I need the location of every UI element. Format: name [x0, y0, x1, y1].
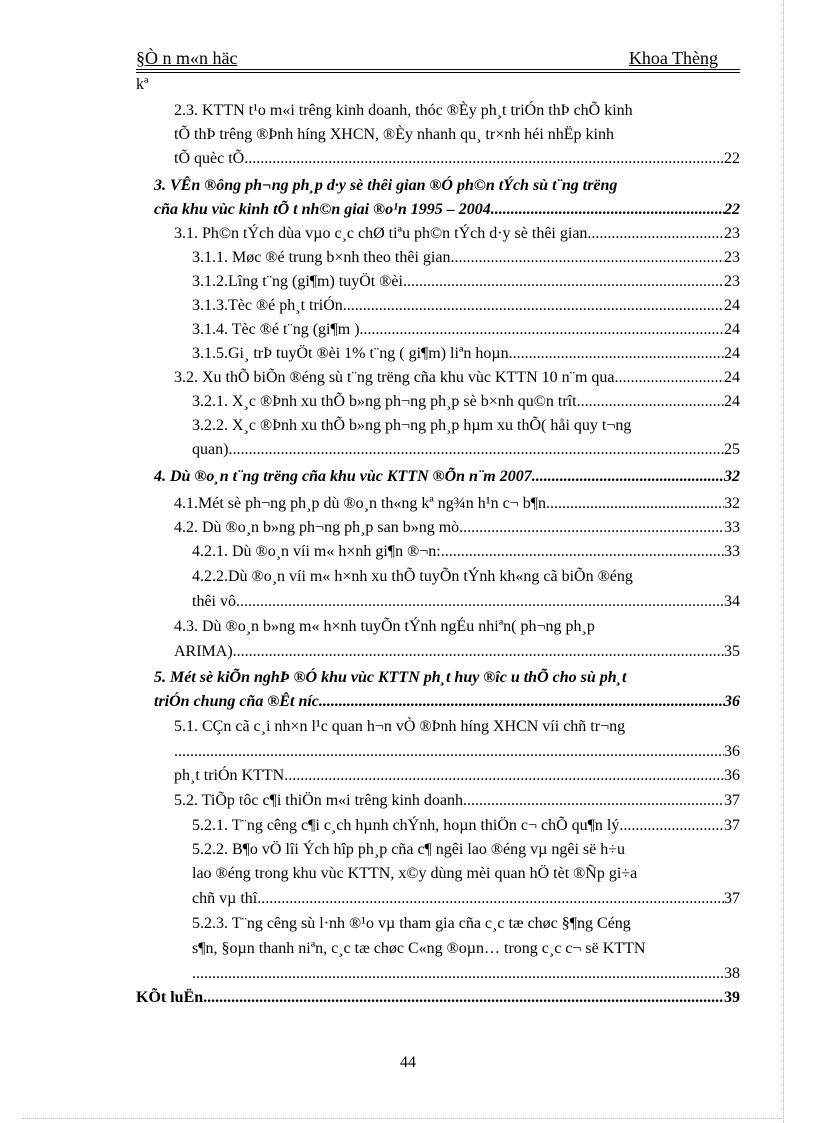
toc-leader	[236, 590, 724, 614]
toc-page-number: 23	[724, 273, 740, 290]
toc-page-number: 23	[724, 249, 740, 266]
toc-entry[interactable]	[154, 198, 740, 222]
toc-leader	[228, 438, 724, 462]
toc-leader	[257, 887, 724, 911]
toc-text: lao ®éng trong khu vùc KTTN, x©y dùng mèi quan hÖ tèt ®Ñp gi÷a	[192, 865, 638, 882]
toc-text: 4.2. Dù ®o¸n b»ng ph¬ng ph¸p san b»ng mò	[174, 519, 460, 536]
page-number: 44	[400, 1054, 416, 1071]
toc-entry[interactable]	[192, 270, 740, 294]
toc-line	[192, 838, 744, 862]
toc-leader	[403, 270, 724, 294]
header-rule-bottom	[136, 72, 740, 73]
toc-line	[154, 666, 744, 690]
toc-page-number: 36	[724, 767, 740, 784]
toc-leader	[577, 390, 724, 414]
toc-text: ARIMA)	[174, 643, 233, 660]
toc-entry[interactable]	[192, 814, 740, 838]
toc-text: KÕt luËn	[136, 989, 204, 1006]
toc-page-number: 22	[724, 201, 740, 218]
toc-entry[interactable]	[192, 962, 740, 986]
toc-entry[interactable]	[192, 342, 740, 366]
toc-entry[interactable]	[192, 540, 740, 564]
toc-entry[interactable]	[154, 690, 740, 714]
toc-line	[192, 414, 744, 438]
toc-text: 3.1. Ph©n tÝch dùa vµo c¸c chØ tiªu ph©n tÝch d·y sè thêi gian	[174, 225, 588, 242]
toc-page-number: 37	[724, 792, 740, 809]
toc-entry[interactable]	[174, 516, 740, 540]
toc-leader	[233, 640, 724, 664]
toc-text: triÓn chung cña ®Êt níc	[154, 693, 319, 710]
toc-page-number: 38	[724, 965, 740, 982]
toc-entry[interactable]	[192, 294, 740, 318]
toc-leader	[244, 147, 724, 171]
toc-text: 5.2.2. B¶o vÖ lîi Ých hîp ph¸p cña c¶ ngêi lao ®éng vµ ngêi së h÷u	[192, 841, 626, 858]
toc-entry[interactable]	[174, 740, 740, 764]
toc-entry[interactable]	[174, 222, 740, 246]
toc-entry[interactable]	[174, 366, 740, 390]
toc-line	[192, 862, 744, 886]
toc-page-number: 35	[724, 643, 740, 660]
toc-text: 4.2.2.Dù ®o¸n víi m« h×nh xu thÕ tuyÕn tÝnh kh«ng cã biÕn ®éng	[192, 568, 633, 585]
toc-entry[interactable]	[192, 590, 740, 614]
toc-page-number: 32	[724, 495, 740, 512]
toc-text: 5.2.1. T¨ng cêng c¶i c¸ch hµnh chÝnh, hoµn thiÖn c¬ chÕ qu¶n lý	[192, 817, 620, 834]
toc-page-number: 24	[724, 321, 740, 338]
toc-entry[interactable]	[154, 465, 740, 489]
toc-leader	[546, 492, 724, 516]
toc-entry[interactable]	[192, 887, 740, 911]
toc-text: 3. VÊn ®ông ph¬ng ph¸p d·y sè thêi gian ®Ó ph©n tÝch sù t¨ng trëng	[154, 177, 618, 194]
toc-text: 3.1.4. Tèc ®é t¨ng (gi¶m )	[192, 321, 360, 338]
toc-page-number: 22	[724, 150, 740, 167]
toc-entry[interactable]	[136, 986, 740, 1010]
toc-text: 3.2.2. X¸c ®Þnh xu thÕ b»ng ph¬ng ph¸p hµm xu thÕ( håi quy t¬ng	[192, 417, 632, 434]
toc-page-number: 23	[724, 225, 740, 242]
toc-text: tÕ thÞ trêng ®Þnh híng XHCN, ®Èy nhanh qu¸ tr×nh héi nhËp kinh	[174, 126, 614, 143]
bottom-dotted-border	[22, 1118, 782, 1119]
toc-text: 3.2.1. X¸c ®Þnh xu thÕ b»ng ph¬ng ph¸p sè b×nh qu©n trît	[192, 393, 577, 410]
toc-line	[192, 912, 744, 936]
header-right-text: Khoa Thèng	[628, 48, 718, 68]
toc-leader	[615, 366, 724, 390]
toc-leader	[192, 962, 724, 986]
toc-entry[interactable]	[174, 640, 740, 664]
toc-text: 4.1.Mét sè ph¬ng ph¸p dù ®o¸n th«ng kª ng¾n h¹n c¬ b¶n	[174, 495, 546, 512]
toc-entry[interactable]	[192, 438, 740, 462]
toc-text: 3.1.2.Lîng t¨ng (gi¶m) tuyÖt ®èi	[192, 273, 403, 290]
toc-text: 5.1. CÇn cã c¸i nh×n l¹c quan h¬n vÒ ®Þnh híng XHCN víi chñ tr¬ng	[174, 718, 626, 735]
toc-page-number: 36	[724, 743, 740, 760]
toc-line	[174, 99, 744, 123]
toc-text: 3.1.3.Tèc ®é ph¸t triÓn	[192, 297, 343, 314]
toc-line	[174, 715, 744, 739]
toc-leader	[587, 222, 724, 246]
toc-leader	[441, 540, 724, 564]
toc-leader	[174, 740, 724, 764]
toc-page-number: 24	[724, 369, 740, 386]
toc-leader	[319, 690, 724, 714]
toc-text: 5.2. TiÕp tôc c¶i thiÖn m«i trêng kinh doanh	[174, 792, 464, 809]
toc-entry[interactable]	[192, 390, 740, 414]
toc-page-number: 24	[724, 345, 740, 362]
toc-leader	[459, 516, 724, 540]
toc-page-number: 37	[724, 817, 740, 834]
toc-text: s¶n, §oµn thanh niªn, c¸c tæ chøc C«ng ®oµn… trong c¸c c¬ së KTTN	[192, 940, 646, 957]
toc-text: 4. Dù ®o¸n t¨ng trëng cña khu vùc KTTN ®Õn n¨m 2007	[154, 468, 532, 485]
toc-entry[interactable]	[174, 492, 740, 516]
toc-leader	[360, 318, 724, 342]
toc-page-number: 36	[724, 693, 740, 710]
toc-page-number: 33	[724, 543, 740, 560]
toc-text: chñ vµ thî	[192, 890, 258, 907]
toc-text: quan)	[192, 441, 229, 458]
header-continuation: kª	[136, 76, 149, 93]
toc-text: 3.2. Xu thÕ biÕn ®éng sù t¨ng trëng cña khu vùc KTTN 10 n¨m qua	[174, 369, 615, 386]
toc-text: 5. Mét sè kiÕn nghÞ ®Ó khu vùc KTTN ph¸t huy ®îc u thÕ cho sù ph¸t	[154, 669, 627, 686]
toc-page-number: 37	[724, 890, 740, 907]
toc-line	[192, 937, 744, 961]
toc-text: 2.3. KTTN t¹o m«i trêng kinh doanh, thóc ®Èy ph¸t triÓn thÞ chÕ kinh	[174, 102, 633, 119]
toc-line	[174, 123, 744, 147]
toc-leader	[203, 986, 724, 1010]
toc-line	[174, 615, 744, 639]
header-rule-top	[136, 69, 740, 70]
toc-text: 4.2.1. Dù ®o¸n víi m« h×nh gi¶n ®¬n:	[192, 543, 441, 560]
toc-leader	[450, 246, 724, 270]
right-dotted-border	[783, 0, 784, 1123]
toc-entry[interactable]	[192, 246, 740, 270]
toc-leader	[619, 814, 724, 838]
toc-page-number: 25	[724, 441, 740, 458]
toc-page-number: 32	[724, 468, 740, 485]
toc-entry[interactable]	[174, 789, 740, 813]
toc-text: thêi vô	[192, 593, 236, 610]
page-header	[136, 48, 740, 74]
toc-entry[interactable]	[174, 764, 740, 788]
toc-leader	[509, 342, 724, 366]
toc-text: ph¸t triÓn KTTN	[174, 767, 285, 784]
toc-text: tÕ quèc tÕ	[174, 150, 245, 167]
toc-leader	[532, 465, 724, 489]
toc-text: 3.1.5.Gi¸ trÞ tuyÖt ®èi 1% t¨ng ( gi¶m) liªn hoµn	[192, 345, 509, 362]
toc-leader	[343, 294, 724, 318]
toc-page-number: 33	[724, 519, 740, 536]
toc-page-number: 34	[724, 593, 740, 610]
toc-leader	[284, 764, 724, 788]
toc-page-number: 39	[724, 989, 740, 1006]
toc-entry[interactable]	[192, 318, 740, 342]
toc-line	[192, 565, 744, 589]
toc-text: 5.2.3. T¨ng cêng sù l·nh ®¹o vµ tham gia cña c¸c tæ chøc §¶ng Céng	[192, 915, 631, 932]
toc-text: 3.1.1. Møc ®é trung b×nh theo thêi gian	[192, 249, 451, 266]
toc-leader	[463, 789, 724, 813]
toc-text: cña khu vùc kinh tÕ t nh©n giai ®o¹n 1995 – 2004	[154, 201, 491, 218]
header-left-text: §Ò n m«n häc	[136, 48, 238, 68]
toc-entry[interactable]	[174, 147, 740, 171]
toc-leader	[491, 198, 724, 222]
toc-page-number: 24	[724, 297, 740, 314]
toc-text: 4.3. Dù ®o¸n b»ng m« h×nh tuyÕn tÝnh ngÉu nhiªn( ph¬ng ph¸p	[174, 618, 595, 635]
toc-line	[154, 174, 744, 198]
toc-page-number: 24	[724, 393, 740, 410]
